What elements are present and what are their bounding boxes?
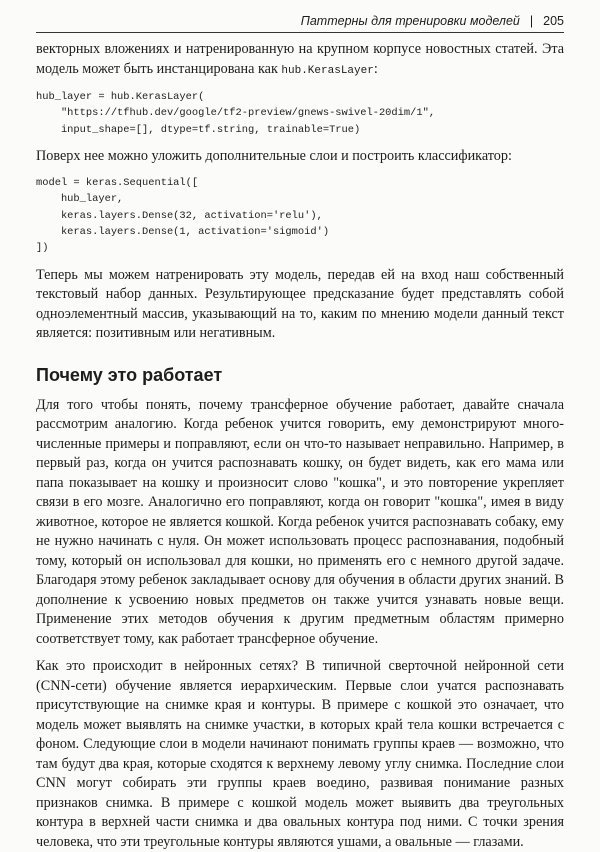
paragraph-neural-networks: Как это происходит в нейронных сетях? В типичной сверточной нейронной сети (CNN-сети) обучение является иерархическим. Первые слои учатся распознавать присутствующие на снимке края и контуры. В примере с кошкой это означает, что модель может выявлять на снимке участки, в которых край тела кошки встречается с фоном. Следующие слои в модели начинают понимать группы краев — возможно, что там будут два края, которые сходятся к верхнему левому углу снимка. Последние слои CNN могут собирать эти группы краев воедино, развивая понимание разных признаков снимка. В примере с кошкой модель может выявить два треугольных контура в верхней части снимка и два овальных контура под ними. С точки зрения человека, что эти треугольные контуры являются ушами, а овальные — глазами. [36, 658, 564, 850]
header-separator: | [529, 14, 534, 28]
code-block-hub-layer: hub_layer = hub.KerasLayer( "https://tfhub.dev/google/tf2-preview/gnews-swivel-20dim/1", input_shape=[], dtype=tf.string, trainable=True) [36, 91, 436, 136]
page-body [36, 40, 564, 852]
paragraph-intro-end: : [373, 60, 378, 77]
paragraph-intro-text: векторных вложениях и натренированную на крупном корпусе новостных статей. Эта модель может быть инстанцирована как [36, 41, 564, 77]
inline-code-keraslayer: hub.KerasLayer [281, 64, 374, 77]
paragraph-training: Теперь мы можем натренировать эту модель, передав ей на вход наш собственный текстовый набор данных. Результирующее предсказание будет представлять собой одноэлементный массив, указывающий на то, каким по мнению модели данный текст является: позитивным или негативным. [36, 266, 564, 342]
running-header [36, 10, 564, 33]
page-number: 205 [543, 14, 564, 28]
running-title: Паттерны для тренировки моделей [300, 14, 520, 28]
paragraph-intro [36, 40, 564, 81]
paragraph-classifier: Поверх нее можно уложить дополнительные слои и построить классификатор: [36, 148, 512, 165]
paragraph-analogy: Для того чтобы понять, почему трансферное обучение работает, давайте сначала рассмотрим аналогию. Когда ребенок учится говорить, ему демонстрируют многочисленные примеры и поправляют, если он что-то называет неправильно. Например, в первый раз, когда он учится распознавать кошку, он будет видеть, как его мама или папа показывает на кошку и произносит слово "кошка", и это повторение укрепляет связи в его мозге. Аналогично его поправляют, когда он говорит "кошка", имея в виду животное, которое не является кошкой. Когда ребенок учится распознавать собаку, ему не нужно начинать с нуля. Он может использовать процесс распознавания, подобный тому, который он использовал для кошки, но применять его с немного другой задаче. Благодаря этому ребенок закладывает основу для обучения в области других знаний. В дополнение к усвоению новых предметов он также учится узнавать новые вещи. Применение этих методов обучения к другим предметным областям примерно соответствует тому, как работает трансферное обучение. [36, 396, 564, 647]
code-block-model: model = keras.Sequential([ hub_layer, keras.layers.Dense(32, activation='relu'), keras.layers.Dense(1, activation='sigmoid') ]) [36, 176, 330, 255]
section-heading: Почему это работает [36, 364, 223, 385]
